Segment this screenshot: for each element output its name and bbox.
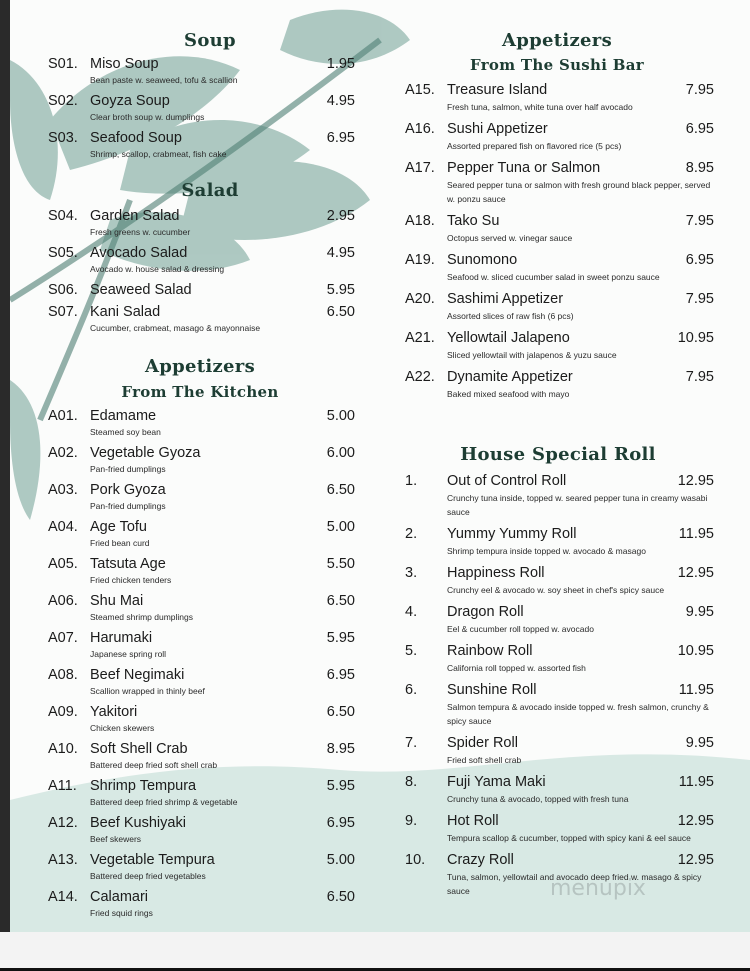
menu-item	[48, 443, 355, 480]
item-description: Seared pepper tuna or salmon with fresh ground black pepper, served w. ponzu sauce	[447, 180, 711, 204]
item-code: S06.	[48, 282, 78, 298]
kitchen-appetizers-subheading: From The Kitchen	[121, 383, 279, 401]
menu-item-row	[48, 739, 355, 759]
menu-item-row	[48, 206, 355, 226]
item-code: A05.	[48, 556, 78, 572]
menu-item	[405, 772, 714, 811]
item-code: A15.	[405, 82, 435, 98]
item-price: 5.00	[326, 519, 355, 535]
item-description: California roll topped w. assorted fish	[447, 663, 586, 673]
item-description: Fresh greens w. cucumber	[90, 227, 191, 237]
item-code: S02.	[48, 93, 78, 109]
sushibar-appetizers-subheading: From The Sushi Bar	[470, 56, 644, 74]
menu-item	[48, 128, 355, 165]
item-description: Crunchy tuna inside, topped w. seared pepper tuna in creamy wasabi sauce	[447, 493, 708, 517]
menu-item	[48, 554, 355, 591]
item-name: Seaweed Salad	[90, 282, 192, 298]
soup-heading: Soup	[184, 30, 236, 51]
menu-item	[48, 850, 355, 887]
item-description: Bean paste w. seaweed, tofu & scallion	[90, 75, 238, 85]
item-name: Vegetable Gyoza	[90, 445, 201, 461]
item-price: 6.95	[685, 252, 714, 268]
item-name: Harumaki	[90, 630, 153, 646]
item-name: Beef Negimaki	[90, 667, 185, 683]
item-code: A16.	[405, 121, 435, 137]
item-code: A21.	[405, 330, 435, 346]
item-price: 6.95	[685, 121, 714, 137]
item-price: 9.95	[685, 604, 714, 620]
item-name: Miso Soup	[90, 56, 159, 72]
salad-heading: Salad	[181, 180, 239, 201]
item-code: 3.	[405, 565, 418, 581]
item-name: Yellowtail Jalapeno	[447, 330, 570, 346]
item-name: Goyza Soup	[90, 93, 170, 109]
item-description: Clear broth soup w. dumplings	[90, 112, 205, 122]
item-description: Fresh tuna, salmon, white tuna over half avocado	[447, 102, 633, 112]
item-description: Japanese spring roll	[90, 649, 167, 659]
menu-item-row	[48, 280, 355, 300]
item-name: Hot Roll	[447, 813, 499, 829]
item-price: 5.95	[326, 630, 355, 646]
item-description: Pan-fried dumplings	[90, 464, 166, 474]
item-code: 1.	[405, 473, 418, 489]
menu-item	[405, 733, 714, 772]
menu-item-row	[405, 772, 714, 792]
item-description: Assorted prepared fish on flavored rice (5 pcs)	[447, 141, 622, 151]
item-name: Sushi Appetizer	[447, 121, 548, 137]
menu-item-row	[48, 243, 355, 263]
item-price: 12.95	[677, 565, 714, 581]
menu-item	[405, 367, 714, 406]
menu-item	[48, 280, 355, 302]
item-price: 9.95	[685, 735, 714, 751]
item-name: Vegetable Tempura	[90, 852, 215, 868]
menu-item	[48, 243, 355, 280]
item-code: S01.	[48, 56, 78, 72]
item-code: A19.	[405, 252, 435, 268]
menu-item-row	[405, 250, 714, 270]
menu-item-row	[48, 302, 355, 322]
menu-item	[405, 602, 714, 641]
item-description: Sliced yellowtail with jalapenos & yuzu sauce	[447, 350, 617, 360]
item-price: 5.00	[326, 852, 355, 868]
item-description: Tuna, salmon, yellowtail and avocado deep fried w. masago & spicy sauce	[447, 872, 702, 896]
item-price: 5.95	[326, 778, 355, 794]
item-description: Shrimp, scallop, crabmeat, fish cake	[90, 149, 227, 159]
menu-item	[48, 739, 355, 776]
item-price: 7.95	[685, 291, 714, 307]
item-price: 12.95	[677, 852, 714, 868]
menu-item-row	[48, 406, 355, 426]
menu-item-row	[48, 850, 355, 870]
item-name: Tako Su	[447, 213, 500, 229]
item-code: A02.	[48, 445, 78, 461]
item-name: Garden Salad	[90, 208, 180, 224]
item-code: A10.	[48, 741, 78, 757]
item-description: Steamed soy bean	[90, 427, 161, 437]
item-name: Dynamite Appetizer	[447, 369, 573, 385]
menu-item	[405, 680, 714, 733]
item-description: Battered deep fried vegetables	[90, 871, 206, 881]
kitchen-appetizers-section	[48, 406, 355, 924]
item-code: 7.	[405, 735, 418, 751]
menu-item-row	[48, 702, 355, 722]
house-special-roll-heading: House Special Roll	[460, 444, 656, 465]
menu-item-row	[48, 91, 355, 111]
menu-item	[48, 406, 355, 443]
menu-item	[405, 158, 714, 211]
item-price: 6.50	[326, 593, 355, 609]
item-price: 7.95	[685, 82, 714, 98]
item-description: Shrimp tempura inside topped w. avocado & masago	[447, 546, 646, 556]
item-code: A14.	[48, 889, 78, 905]
item-description: Fried chicken tenders	[90, 575, 172, 585]
item-code: A07.	[48, 630, 78, 646]
menu-item	[48, 302, 355, 339]
menu-item-row	[48, 591, 355, 611]
item-name: Edamame	[90, 408, 157, 424]
menu-item	[48, 591, 355, 628]
item-price: 10.95	[677, 330, 714, 346]
item-description: Seafood w. sliced cucumber salad in sweet ponzu sauce	[447, 272, 660, 282]
menu-item-row	[405, 733, 714, 753]
item-name: Soft Shell Crab	[90, 741, 188, 757]
menu-item-row	[48, 128, 355, 148]
item-price: 2.95	[326, 208, 355, 224]
item-price: 6.50	[326, 704, 355, 720]
item-price: 4.95	[326, 245, 355, 261]
item-code: A17.	[405, 160, 435, 176]
item-description: Scallion wrapped in thinly beef	[90, 686, 205, 696]
soup-section	[48, 54, 355, 165]
item-description: Pan-fried dumplings	[90, 501, 166, 511]
item-code: A01.	[48, 408, 78, 424]
menu-item	[48, 776, 355, 813]
item-price: 6.50	[326, 482, 355, 498]
menu-item-row	[405, 811, 714, 831]
menu-item-row	[48, 628, 355, 648]
item-name: Shu Mai	[90, 593, 144, 609]
item-price: 6.00	[326, 445, 355, 461]
item-code: A08.	[48, 667, 78, 683]
menu-item-row	[405, 680, 714, 700]
item-price: 4.95	[326, 93, 355, 109]
item-code: S03.	[48, 130, 78, 146]
menu-item	[405, 289, 714, 328]
item-code: A03.	[48, 482, 78, 498]
item-code: S07.	[48, 304, 78, 320]
item-code: 10.	[405, 852, 426, 868]
item-description: Steamed shrimp dumplings	[90, 612, 193, 622]
item-description: Octopus served w. vinegar sauce	[447, 233, 573, 243]
menu-item-row	[48, 480, 355, 500]
item-name: Out of Control Roll	[447, 473, 567, 489]
item-name: Sashimi Appetizer	[447, 291, 564, 307]
menu-item-row	[48, 54, 355, 74]
item-price: 10.95	[677, 643, 714, 659]
menu-item-row	[405, 563, 714, 583]
menu-item-row	[405, 80, 714, 100]
menu-item-row	[405, 641, 714, 661]
item-description: Battered deep fried soft shell crab	[90, 760, 218, 770]
item-code: 8.	[405, 774, 418, 790]
item-price: 8.95	[685, 160, 714, 176]
item-code: 5.	[405, 643, 418, 659]
item-name: Spider Roll	[447, 735, 518, 751]
item-price: 12.95	[677, 473, 714, 489]
item-code: A22.	[405, 369, 435, 385]
item-name: Yummy Yummy Roll	[447, 526, 577, 542]
menu-item-row	[405, 471, 714, 491]
house-special-roll-section	[405, 471, 714, 903]
item-code: 6.	[405, 682, 418, 698]
item-name: Pork Gyoza	[90, 482, 166, 498]
menu-item	[48, 702, 355, 739]
item-code: A04.	[48, 519, 78, 535]
menu-item	[48, 206, 355, 243]
item-code: 9.	[405, 813, 418, 829]
item-price: 6.95	[326, 667, 355, 683]
item-name: Treasure Island	[447, 82, 548, 98]
menu-item-row	[405, 119, 714, 139]
item-name: Rainbow Roll	[447, 643, 533, 659]
menu-item-row	[405, 158, 714, 178]
item-name: Tatsuta Age	[90, 556, 166, 572]
item-name: Happiness Roll	[447, 565, 545, 581]
menu-item	[405, 524, 714, 563]
item-code: S04.	[48, 208, 78, 224]
item-description: Salmon tempura & avocado inside topped w. fresh salmon, crunchy & spicy sauce	[447, 702, 709, 726]
item-price: 6.50	[326, 304, 355, 320]
item-name: Calamari	[90, 889, 149, 905]
sushibar-appetizers-section	[405, 80, 714, 406]
item-name: Avocado Salad	[90, 245, 188, 261]
item-code: A11.	[48, 778, 77, 794]
menu-page	[10, 0, 750, 932]
item-name: Yakitori	[90, 704, 138, 720]
item-description: Fried squid rings	[90, 908, 153, 918]
page-bottom-edge	[0, 932, 750, 971]
item-price: 11.95	[678, 682, 714, 698]
item-price: 11.95	[678, 526, 714, 542]
item-description: Battered deep fried shrimp & vegetable	[90, 797, 238, 807]
item-name: Seafood Soup	[90, 130, 182, 146]
item-name: Crazy Roll	[447, 852, 514, 868]
sushibar-appetizers-heading: Appetizers	[501, 30, 613, 51]
item-code: S05.	[48, 245, 78, 261]
menu-item-row	[405, 289, 714, 309]
item-name: Sunshine Roll	[447, 682, 537, 698]
item-description: Assorted slices of raw fish (6 pcs)	[447, 311, 574, 321]
menu-item	[405, 563, 714, 602]
item-code: A18.	[405, 213, 435, 229]
item-price: 1.95	[326, 56, 355, 72]
item-description: Eel & cucumber roll topped w. avocado	[447, 624, 594, 634]
item-name: Fuji Yama Maki	[447, 774, 546, 790]
menu-item	[48, 665, 355, 702]
item-code: A13.	[48, 852, 78, 868]
item-price: 5.50	[326, 556, 355, 572]
item-description: Fried bean curd	[90, 538, 150, 548]
item-name: Beef Kushiyaki	[90, 815, 186, 831]
salad-section	[48, 206, 355, 339]
item-description: Crunchy eel & avocado w. soy sheet in chef's spicy sauce	[447, 585, 665, 595]
item-description: Tempura scallop & cucumber, topped with spicy kani & eel sauce	[447, 833, 691, 843]
menu-item-row	[48, 554, 355, 574]
menu-item	[405, 119, 714, 158]
item-code: 4.	[405, 604, 418, 620]
item-price: 5.95	[326, 282, 355, 298]
menu-item	[405, 211, 714, 250]
item-code: A06.	[48, 593, 78, 609]
menu-item	[405, 811, 714, 850]
item-code: A12.	[48, 815, 78, 831]
menu-item	[48, 517, 355, 554]
item-description: Crunchy tuna & avocado, topped with fresh tuna	[447, 794, 629, 804]
menu-item-row	[48, 776, 355, 796]
menu-item-row	[405, 602, 714, 622]
item-name: Dragon Roll	[447, 604, 524, 620]
item-name: Age Tofu	[90, 519, 147, 535]
item-description: Beef skewers	[90, 834, 142, 844]
item-description: Baked mixed seafood with mayo	[447, 389, 570, 399]
item-price: 6.95	[326, 815, 355, 831]
menu-item	[405, 471, 714, 524]
menu-item-row	[405, 328, 714, 348]
menu-item	[48, 813, 355, 850]
menu-item-row	[405, 850, 714, 870]
item-name: Sunomono	[447, 252, 518, 268]
item-name: Kani Salad	[90, 304, 161, 320]
menu-item	[405, 80, 714, 119]
item-code: A20.	[405, 291, 435, 307]
item-description: Fried soft shell crab	[447, 755, 522, 765]
menupix-watermark: menupix	[550, 876, 646, 901]
menu-item	[48, 91, 355, 128]
menu-item	[405, 250, 714, 289]
item-price: 7.95	[685, 213, 714, 229]
menu-item-row	[405, 367, 714, 387]
menu-item	[48, 54, 355, 91]
item-description: Cucumber, crabmeat, masago & mayonnaise	[90, 323, 261, 333]
menu-item-row	[405, 524, 714, 544]
item-name: Shrimp Tempura	[90, 778, 197, 794]
menu-item	[48, 480, 355, 517]
item-price: 5.00	[326, 408, 355, 424]
item-price: 6.50	[326, 889, 355, 905]
item-code: A09.	[48, 704, 78, 720]
item-description: Chicken skewers	[90, 723, 155, 733]
menu-item-row	[48, 813, 355, 833]
menu-item-row	[405, 211, 714, 231]
menu-item	[405, 641, 714, 680]
item-price: 12.95	[677, 813, 714, 829]
item-name: Pepper Tuna or Salmon	[447, 160, 601, 176]
item-price: 11.95	[678, 774, 714, 790]
menu-item-row	[48, 665, 355, 685]
menu-item	[48, 887, 355, 924]
menu-item-row	[48, 443, 355, 463]
kitchen-appetizers-heading: Appetizers	[144, 356, 256, 377]
menu-item-row	[48, 517, 355, 537]
item-price: 7.95	[685, 369, 714, 385]
item-code: 2.	[405, 526, 418, 542]
item-price: 6.95	[326, 130, 355, 146]
menu-item-row	[48, 887, 355, 907]
item-description: Avocado w. house salad & dressing	[90, 264, 225, 274]
item-price: 8.95	[326, 741, 355, 757]
menu-item	[48, 628, 355, 665]
menu-item	[405, 328, 714, 367]
